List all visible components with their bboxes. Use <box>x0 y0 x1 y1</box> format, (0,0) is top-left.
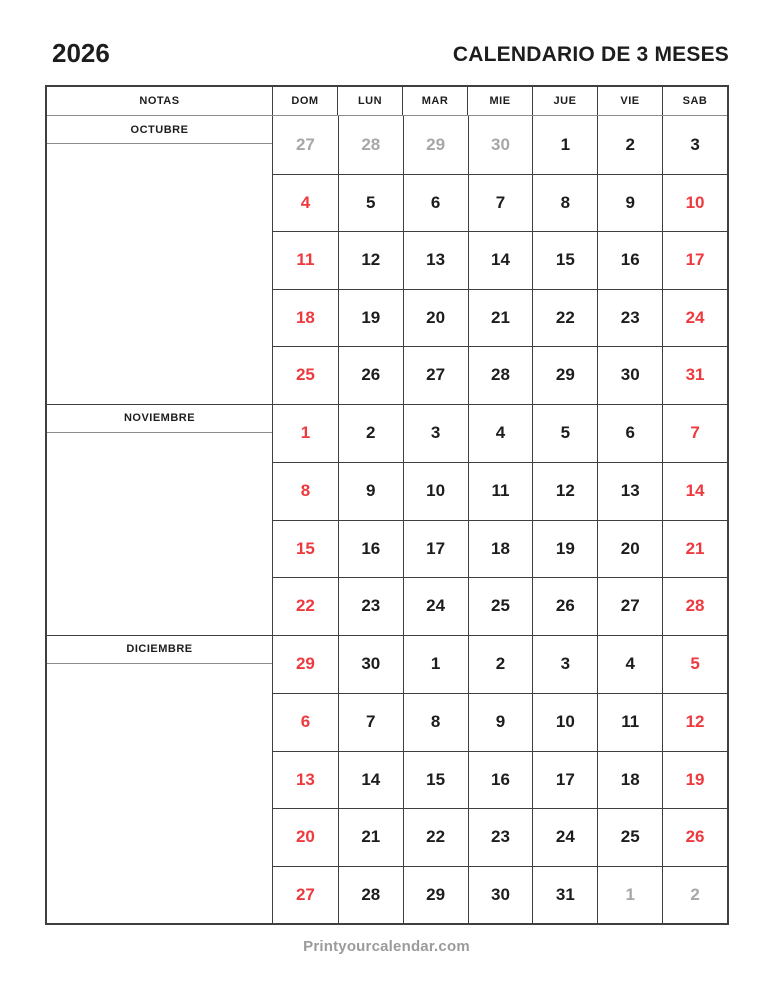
date-cell: 8 <box>532 174 597 232</box>
date-cell: 30 <box>597 346 662 404</box>
date-cell: 18 <box>273 289 338 347</box>
date-cell: 28 <box>338 116 403 174</box>
month-notes-column <box>47 116 273 404</box>
date-cell: 5 <box>532 405 597 463</box>
date-cell: 21 <box>662 520 727 578</box>
date-cell: 9 <box>468 693 533 751</box>
day-column-header: DOM <box>291 95 319 107</box>
date-cell: 11 <box>468 462 533 520</box>
date-cell: 6 <box>597 405 662 463</box>
date-cell: 25 <box>597 808 662 866</box>
date-cell: 2 <box>338 405 403 463</box>
date-cell: 27 <box>403 346 468 404</box>
date-cell: 21 <box>338 808 403 866</box>
date-cell: 23 <box>597 289 662 347</box>
date-cell: 8 <box>273 462 338 520</box>
day-column-header: JUE <box>532 87 597 115</box>
day-column-header: MIE <box>467 87 532 115</box>
date-cell: 20 <box>273 808 338 866</box>
date-cell: 30 <box>338 636 403 694</box>
month-section <box>47 635 727 924</box>
month-days-grid <box>273 405 727 635</box>
day-column-header: SAB <box>662 87 727 115</box>
date-cell: 22 <box>273 577 338 635</box>
date-cell: 16 <box>338 520 403 578</box>
date-cell: 19 <box>532 520 597 578</box>
date-cell: 6 <box>273 693 338 751</box>
date-cell: 15 <box>532 231 597 289</box>
date-cell: 15 <box>273 520 338 578</box>
date-cell: 2 <box>597 116 662 174</box>
date-cell: 1 <box>597 866 662 924</box>
date-cell: 19 <box>662 751 727 809</box>
date-cell: 3 <box>532 636 597 694</box>
date-cell: 4 <box>273 174 338 232</box>
footer-watermark: Printyourcalendar.com <box>303 938 470 955</box>
date-cell: 25 <box>273 346 338 404</box>
date-cell: 30 <box>468 866 533 924</box>
date-cell: 22 <box>403 808 468 866</box>
date-cell: 28 <box>662 577 727 635</box>
date-cell: 13 <box>403 231 468 289</box>
day-column-header: VIE <box>597 87 662 115</box>
date-cell: 12 <box>338 231 403 289</box>
date-cell: 21 <box>468 289 533 347</box>
date-cell: 31 <box>532 866 597 924</box>
date-cell: 11 <box>273 231 338 289</box>
notes-area <box>47 144 272 404</box>
date-cell: 31 <box>662 346 727 404</box>
date-cell: 25 <box>468 577 533 635</box>
date-cell: 9 <box>338 462 403 520</box>
date-cell: 24 <box>662 289 727 347</box>
date-cell: 7 <box>338 693 403 751</box>
date-cell: 14 <box>338 751 403 809</box>
date-cell: 27 <box>295 134 315 154</box>
date-cell: 13 <box>597 462 662 520</box>
date-cell: 30 <box>468 116 533 174</box>
month-days-grid <box>273 116 727 404</box>
date-cell: 29 <box>532 346 597 404</box>
date-cell: 26 <box>532 577 597 635</box>
date-cell: 7 <box>662 405 727 463</box>
date-cell: 3 <box>662 116 727 174</box>
date-cell: 28 <box>468 346 533 404</box>
month-notes-column <box>47 405 273 635</box>
day-column-header: LUN <box>337 87 402 115</box>
date-cell: 12 <box>662 693 727 751</box>
date-cell: 10 <box>403 462 468 520</box>
page-title: CALENDARIO DE 3 MESES <box>452 43 729 66</box>
date-cell: 4 <box>597 636 662 694</box>
month-section <box>47 116 727 404</box>
date-cell: 20 <box>403 289 468 347</box>
notes-column-header: NOTAS <box>47 87 273 115</box>
date-cell: 29 <box>295 654 315 674</box>
notes-area <box>47 433 272 635</box>
date-cell: 28 <box>338 866 403 924</box>
month-label: DICIEMBRE <box>47 636 272 664</box>
date-cell: 23 <box>468 808 533 866</box>
date-cell: 23 <box>338 577 403 635</box>
date-cell: 2 <box>468 636 533 694</box>
date-cell: 7 <box>468 174 533 232</box>
date-cell: 6 <box>403 174 468 232</box>
date-cell: 2 <box>662 866 727 924</box>
date-cell: 17 <box>532 751 597 809</box>
date-cell: 19 <box>338 289 403 347</box>
date-cell: 10 <box>532 693 597 751</box>
month-section <box>47 404 727 635</box>
date-cell: 24 <box>403 577 468 635</box>
date-cell: 27 <box>597 577 662 635</box>
month-label: NOVIEMBRE <box>47 405 272 433</box>
date-cell: 1 <box>403 636 468 694</box>
date-cell: 14 <box>468 231 533 289</box>
date-cell: 17 <box>403 520 468 578</box>
date-cell: 4 <box>468 405 533 463</box>
table-header-row <box>47 87 727 116</box>
date-cell: 5 <box>662 636 727 694</box>
date-cell: 29 <box>403 866 468 924</box>
date-cell: 17 <box>662 231 727 289</box>
date-cell: 16 <box>468 751 533 809</box>
date-cell: 16 <box>597 231 662 289</box>
date-cell: 9 <box>597 174 662 232</box>
date-cell: 24 <box>532 808 597 866</box>
date-cell: 13 <box>273 751 338 809</box>
date-cell: 14 <box>662 462 727 520</box>
date-cell: 26 <box>338 346 403 404</box>
date-cell: 3 <box>403 405 468 463</box>
day-column-header: MAR <box>402 87 467 115</box>
month-notes-column <box>47 636 273 924</box>
date-cell: 26 <box>662 808 727 866</box>
year-label: 2026 <box>52 38 110 68</box>
date-cell: 18 <box>468 520 533 578</box>
notes-area <box>47 664 272 924</box>
month-label: OCTUBRE <box>47 116 272 144</box>
date-cell: 11 <box>597 693 662 751</box>
date-cell: 18 <box>597 751 662 809</box>
date-cell: 27 <box>273 866 338 924</box>
date-cell: 20 <box>597 520 662 578</box>
date-cell: 29 <box>403 116 468 174</box>
date-cell: 5 <box>338 174 403 232</box>
date-cell: 8 <box>403 693 468 751</box>
date-cell: 15 <box>403 751 468 809</box>
date-cell: 1 <box>532 116 597 174</box>
date-cell: 10 <box>662 174 727 232</box>
month-days-grid <box>273 636 727 924</box>
date-cell: 22 <box>532 289 597 347</box>
date-cell: 12 <box>532 462 597 520</box>
date-cell: 1 <box>300 423 311 443</box>
calendar-table <box>45 85 729 925</box>
